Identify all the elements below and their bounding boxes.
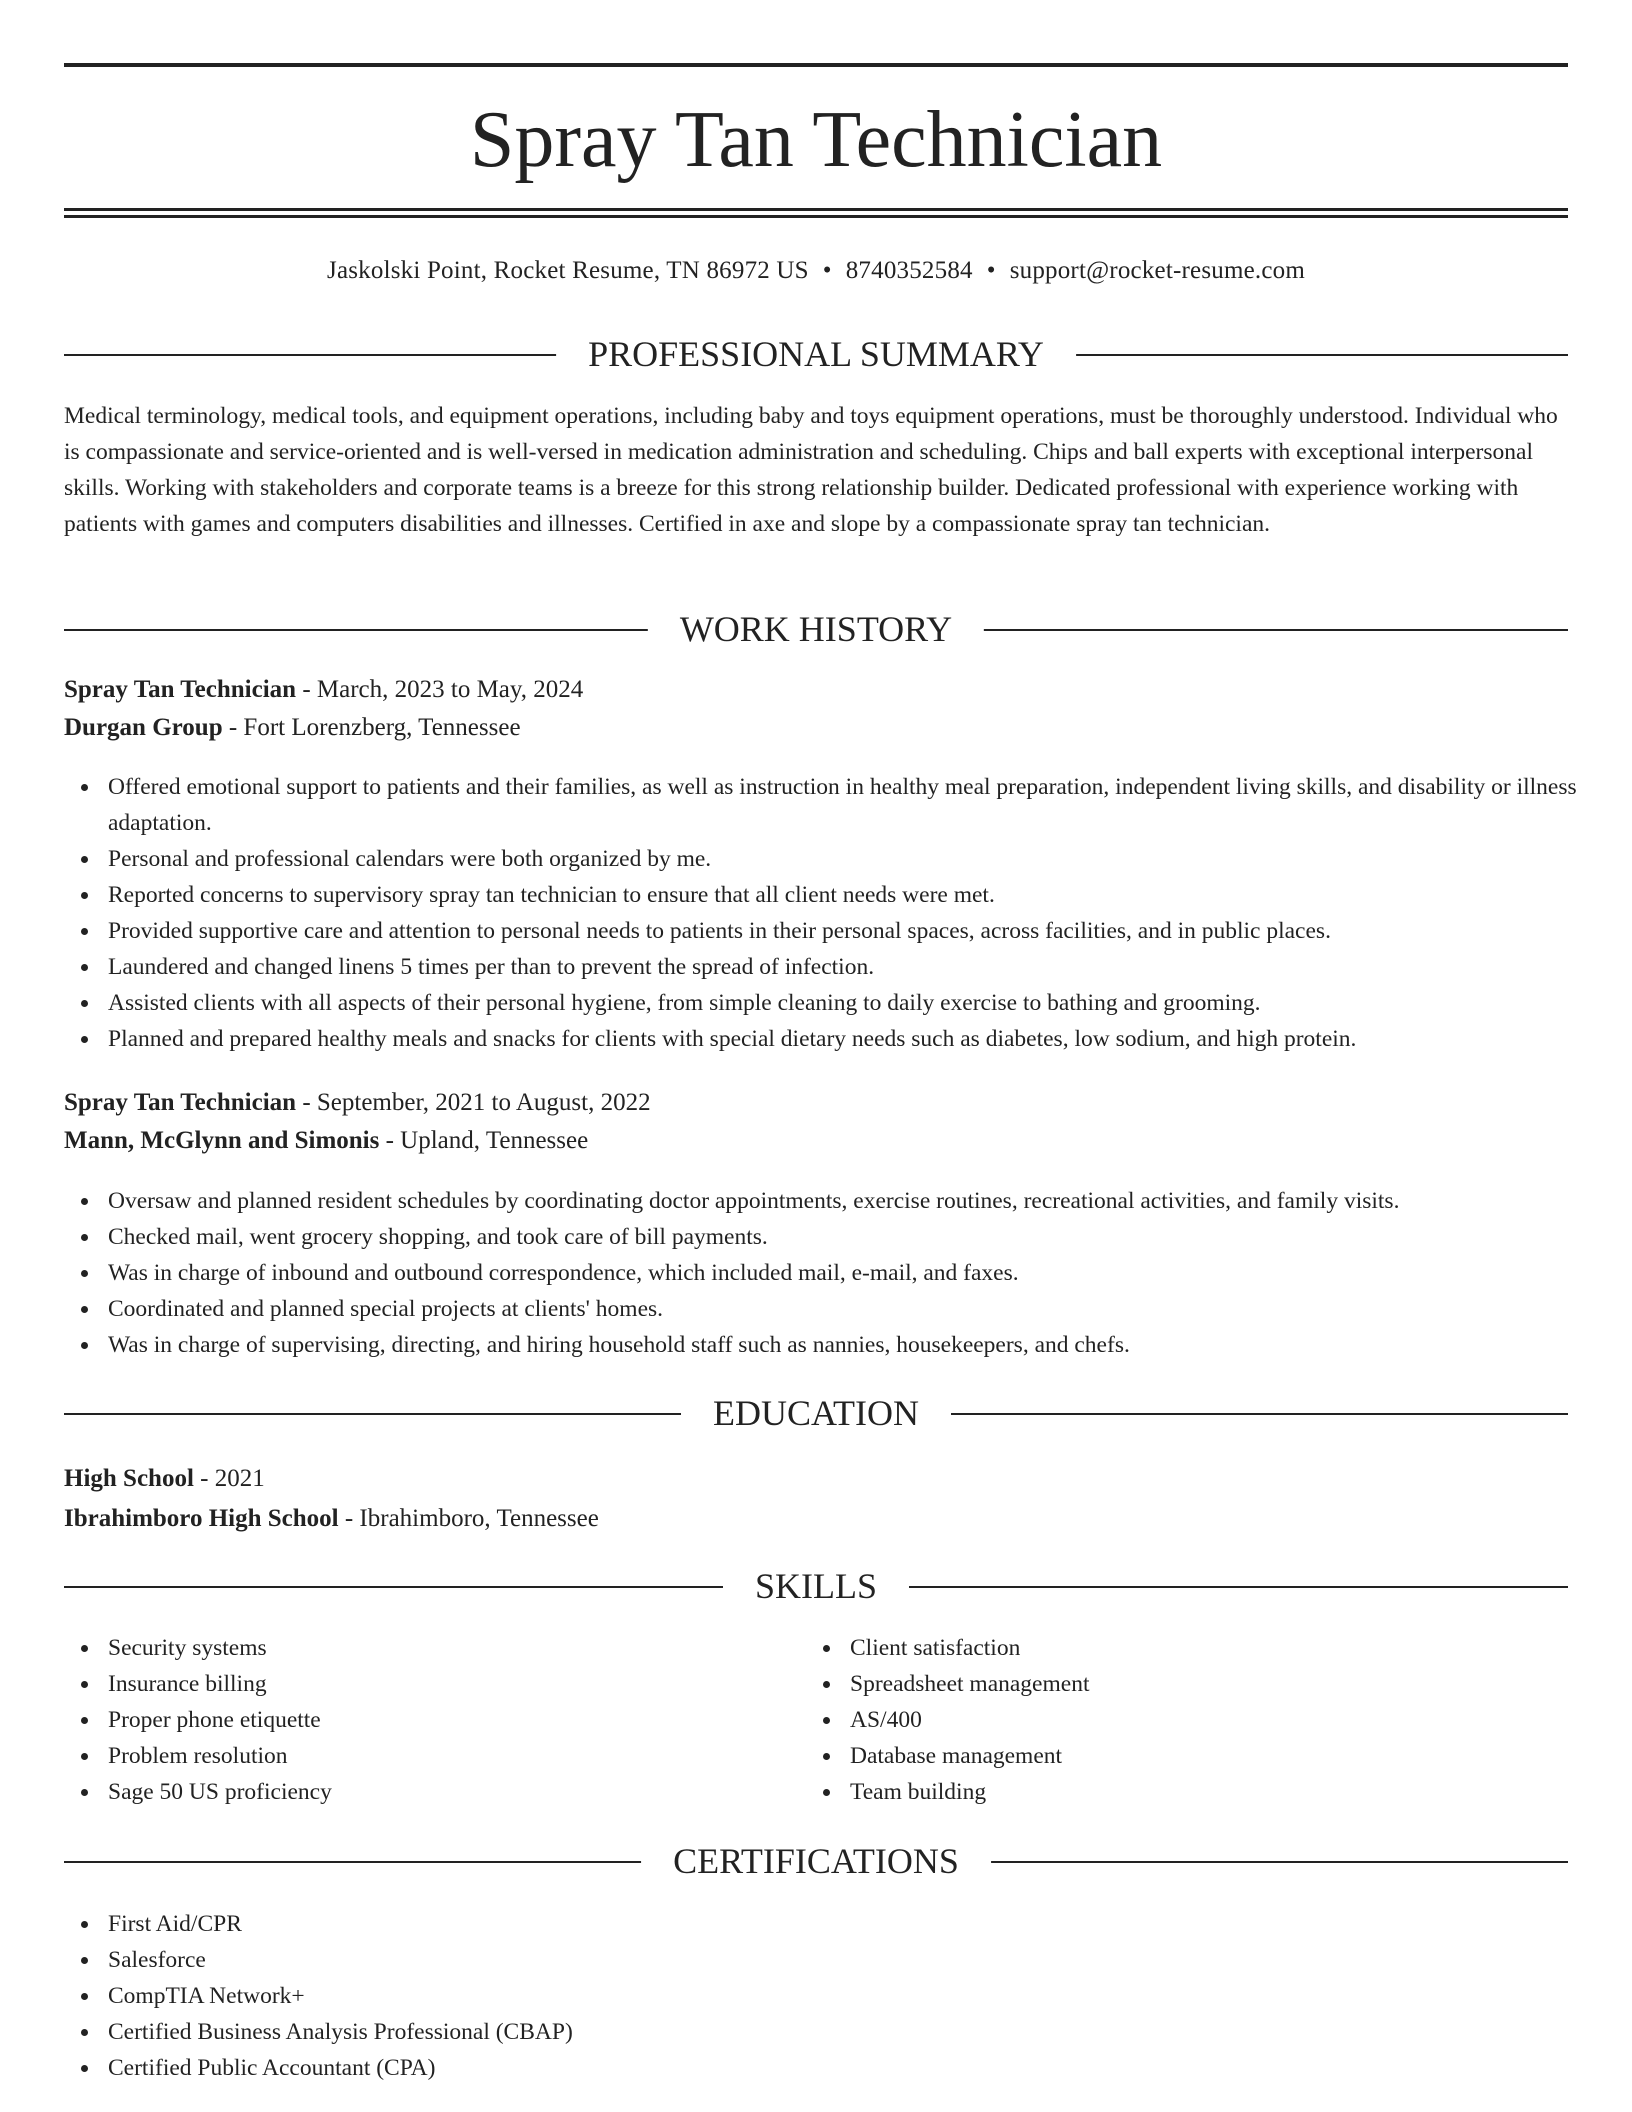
section-heading-certifications bbox=[64, 1841, 1568, 1881]
section-heading-education bbox=[64, 1393, 1568, 1433]
list-item: Was in charge of supervising, directing, and hiring household staff such as nannies, housekeepers, and chefs. bbox=[108, 1327, 1612, 1363]
job-company-line bbox=[64, 710, 521, 746]
job-company: Mann, McGlynn and Simonis bbox=[64, 1127, 380, 1154]
list-item: Assisted clients with all aspects of their personal hygiene, from simple cleaning to daily exercise to bathing and grooming. bbox=[108, 985, 1612, 1021]
list-item: Coordinated and planned special projects at clients' homes. bbox=[108, 1291, 1612, 1327]
header-rule-lower bbox=[64, 215, 1568, 218]
contact-separator: • bbox=[822, 257, 832, 284]
list-item: Personal and professional calendars were both organized by me. bbox=[108, 841, 1612, 877]
contact-address: Jaskolski Point, Rocket Resume, TN 86972 US bbox=[327, 257, 809, 284]
section-title: CERTIFICATIONS bbox=[641, 1841, 991, 1881]
list-item: Insurance billing bbox=[108, 1666, 1612, 1702]
list-item: Certified Public Accountant (CPA) bbox=[108, 2050, 1612, 2086]
list-item: Was in charge of inbound and outbound correspondence, which included mail, e-mail, and faxes. bbox=[108, 1255, 1612, 1291]
job-company: Durgan Group bbox=[64, 714, 223, 741]
section-title: SKILLS bbox=[723, 1566, 909, 1606]
section-heading-skills bbox=[64, 1566, 1568, 1606]
education-degree: High School bbox=[64, 1465, 194, 1492]
list-item: Laundered and changed linens 5 times per than to prevent the spread of infection. bbox=[108, 949, 1612, 985]
job-title-line bbox=[64, 672, 583, 708]
section-title: PROFESSIONAL SUMMARY bbox=[556, 334, 1076, 374]
list-item: Proper phone etiquette bbox=[108, 1702, 1612, 1738]
list-item: AS/400 bbox=[850, 1702, 1632, 1738]
list-item: CompTIA Network+ bbox=[108, 1978, 1612, 2014]
list-item: Oversaw and planned resident schedules by coordinating doctor appointments, exercise routines, recreational activities, and family visits. bbox=[108, 1183, 1612, 1219]
list-item: Problem resolution bbox=[108, 1738, 1612, 1774]
education-degree-line bbox=[64, 1461, 265, 1497]
job-location: - Upland, Tennessee bbox=[385, 1127, 589, 1154]
education-year: - 2021 bbox=[200, 1465, 265, 1492]
list-item: Client satisfaction bbox=[850, 1630, 1632, 1666]
list-item: Database management bbox=[850, 1738, 1632, 1774]
section-title: WORK HISTORY bbox=[648, 609, 984, 649]
list-item: Provided supportive care and attention to personal needs to patients in their personal spaces, across facilities, and in public places. bbox=[108, 913, 1612, 949]
job-title: Spray Tan Technician bbox=[64, 676, 297, 703]
job-location: - Fort Lorenzberg, Tennessee bbox=[228, 714, 521, 741]
job-bullets bbox=[64, 769, 1612, 1057]
contact-phone: 8740352584 bbox=[845, 257, 973, 284]
list-item: Sage 50 US proficiency bbox=[108, 1774, 1612, 1810]
section-title: EDUCATION bbox=[681, 1393, 951, 1433]
contact-email: support@rocket-resume.com bbox=[1009, 257, 1305, 284]
list-item: Certified Business Analysis Professional (CBAP) bbox=[108, 2014, 1612, 2050]
job-dates: - March, 2023 to May, 2024 bbox=[302, 676, 584, 703]
job-company-line bbox=[64, 1123, 588, 1159]
skills-list-right bbox=[806, 1630, 1632, 1810]
list-item: Team building bbox=[850, 1774, 1632, 1810]
certifications-list bbox=[64, 1906, 1612, 2086]
education-school: Ibrahimboro High School bbox=[64, 1505, 339, 1532]
section-heading-summary bbox=[64, 334, 1568, 374]
contact-line bbox=[64, 254, 1568, 288]
contact-separator: • bbox=[986, 257, 996, 284]
list-item: Offered emotional support to patients and their families, as well as instruction in healthy meal preparation, independent living skills, and disability or illness adaptation. bbox=[108, 769, 1612, 841]
header-top-rule bbox=[64, 63, 1568, 67]
list-item: Salesforce bbox=[108, 1942, 1612, 1978]
list-item: Security systems bbox=[108, 1630, 1612, 1666]
job-title: Spray Tan Technician bbox=[64, 1089, 297, 1116]
job-title-line bbox=[64, 1085, 651, 1121]
summary-text: Medical terminology, medical tools, and equipment operations, including baby and toys equipment operations, must be thoroughly understood. Individual who is compassionate and service-oriented and is well-versed in medication administration and scheduling. Chips and ball experts with exceptional interpersonal skills. Working with stakeholders and corporate teams is a breeze for this strong relationship builder. Dedicated professional with experience working with patients with games and computers disabilities and illnesses. Certified in axe and slope by a compassionate spray tan technician. bbox=[64, 403, 1558, 537]
education-location: - Ibrahimboro, Tennessee bbox=[344, 1505, 599, 1532]
list-item: Reported concerns to supervisory spray tan technician to ensure that all client needs were met. bbox=[108, 877, 1612, 913]
list-item: First Aid/CPR bbox=[108, 1906, 1612, 1942]
list-item: Spreadsheet management bbox=[850, 1666, 1632, 1702]
list-item: Checked mail, went grocery shopping, and took care of bill payments. bbox=[108, 1219, 1612, 1255]
header-rule-upper bbox=[64, 208, 1568, 211]
section-heading-work-history bbox=[64, 609, 1568, 649]
list-item: Planned and prepared healthy meals and snacks for clients with special dietary needs such as diabetes, low sodium, and high protein. bbox=[108, 1021, 1612, 1057]
page-title: Spray Tan Technician bbox=[469, 96, 1163, 184]
job-dates: - September, 2021 to August, 2022 bbox=[302, 1089, 651, 1116]
education-school-line bbox=[64, 1501, 599, 1537]
job-bullets bbox=[64, 1183, 1612, 1363]
